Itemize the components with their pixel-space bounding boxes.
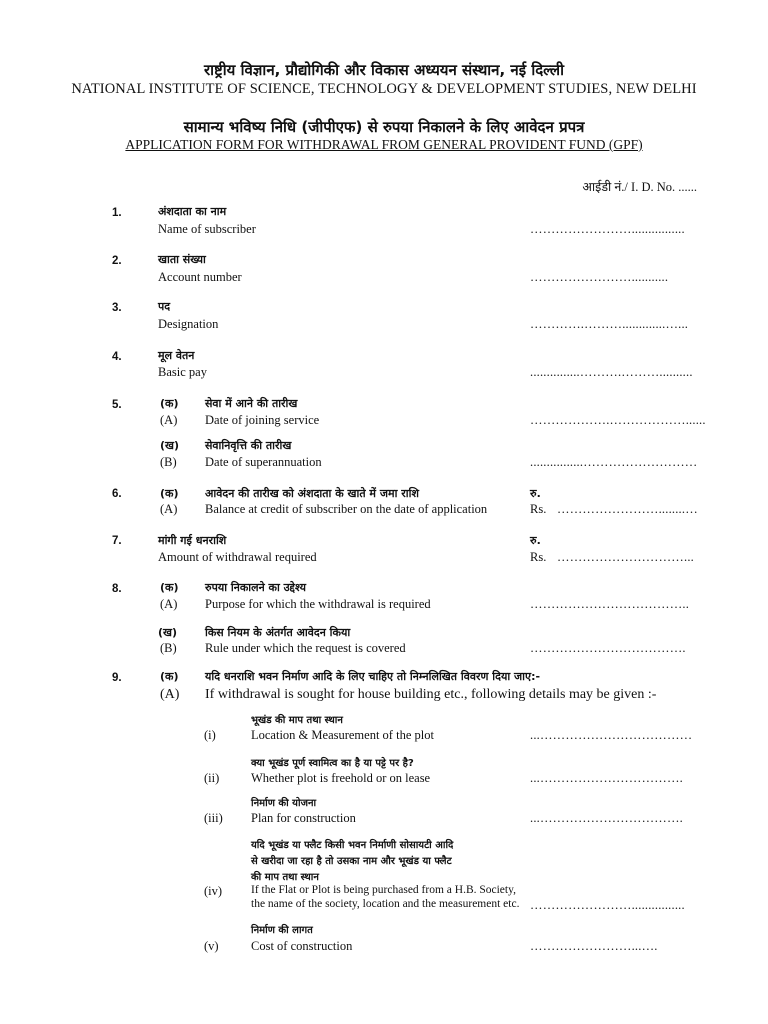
item-number: 3. xyxy=(112,302,122,314)
basic-pay-field[interactable]: ...............……….……….......... xyxy=(530,365,693,379)
hindi-sub-marker: (क) xyxy=(160,670,179,683)
hindi-label-society-purchase-line2: से खरीदा जा रहा है तो उसका नाम और भूखंड या फ्लैट xyxy=(251,856,452,867)
label-subscriber-name: Name of subscriber xyxy=(158,222,256,236)
sub-marker: (A) xyxy=(160,597,178,611)
item-number: 2. xyxy=(112,255,122,267)
item-number: 7. xyxy=(112,535,122,547)
label-superannuation-date: Date of superannuation xyxy=(205,455,322,469)
superannuation-date-field[interactable]: ................……………………… xyxy=(530,455,698,469)
construction-plan-field[interactable]: ...……………………………. xyxy=(530,811,683,825)
hindi-label-designation: पद xyxy=(158,300,171,313)
sub-marker: (A) xyxy=(160,502,178,516)
hindi-label-account-number: खाता संख्या xyxy=(158,253,206,266)
hindi-form-title: सामान्य भविष्य निधि (जीपीएफ) से रुपया निकालने के लिए आवेदन प्रपत्र xyxy=(183,118,585,136)
subscriber-name-field[interactable]: ……………………................ xyxy=(530,222,685,236)
sub-marker: (iv) xyxy=(204,884,223,898)
label-joining-date: Date of joining service xyxy=(205,413,320,427)
house-building-instruction: If withdrawal is sought for house building etc., following details may be given :- xyxy=(205,687,657,702)
hindi-label-plot-tenure: क्या भूखंड पूर्ण स्वामित्व का है या पट्टे पर है? xyxy=(251,758,414,769)
rule-field[interactable]: ………………………………. xyxy=(530,641,686,655)
hindi-label-superannuation-date: सेवानिवृत्ति की तारीख xyxy=(205,439,292,452)
label-plot-location: Location & Measurement of the plot xyxy=(251,728,434,742)
hindi-label-construction-cost: निर्माण की लागत xyxy=(251,925,313,936)
label-designation: Designation xyxy=(158,317,219,331)
label-balance: Balance at credit of subscriber on the date of application xyxy=(205,502,488,516)
withdrawal-amount-field[interactable]: …………………………... xyxy=(557,550,694,564)
hindi-sub-marker: (क) xyxy=(160,487,179,500)
item-number: 4. xyxy=(112,351,122,363)
label-construction-plan: Plan for construction xyxy=(251,811,356,825)
label-rule: Rule under which the request is covered xyxy=(205,641,406,655)
sub-marker: (B) xyxy=(160,455,177,469)
hindi-currency-label: रु. xyxy=(530,487,541,500)
id-number-field[interactable]: आईडी नं./ I. D. No. ...... xyxy=(582,180,697,194)
hindi-label-society-purchase-line3: की माप तथा स्थान xyxy=(251,872,319,883)
joining-date-field[interactable]: ……………….………………...... xyxy=(530,413,706,427)
sub-marker: (A) xyxy=(160,687,180,702)
hindi-label-society-purchase-line1: यदि भूखंड या फ्लैट किसी भवन निर्माणी सोसायटी आदि xyxy=(251,840,454,851)
hindi-house-building-instruction: यदि धनराशि भवन निर्माण आदि के लिए चाहिए तो निम्नलिखित विवरण दिया जाए:- xyxy=(205,670,541,683)
item-number: 8. xyxy=(112,583,122,595)
english-institute-name: NATIONAL INSTITUTE OF SCIENCE, TECHNOLOGY & DEVELOPMENT STUDIES, NEW DELHI xyxy=(71,81,697,97)
hindi-label-construction-plan: निर्माण की योजना xyxy=(251,798,317,809)
item-number: 9. xyxy=(112,672,122,684)
hindi-sub-marker: (क) xyxy=(160,397,179,410)
balance-field[interactable]: ……………………........… xyxy=(557,502,698,516)
sub-marker: (i) xyxy=(204,728,216,742)
currency-label: Rs. xyxy=(530,550,547,564)
hindi-label-joining-date: सेवा में आने की तारीख xyxy=(205,397,298,410)
sub-marker: (v) xyxy=(204,939,219,953)
hindi-institute-name: राष्ट्रीय विज्ञान, प्रौद्योगिकी और विकास अध्ययन संस्थान, नई दिल्ली xyxy=(204,61,564,79)
designation-field[interactable]: ………….……….............…... xyxy=(530,317,689,331)
label-account-number: Account number xyxy=(158,270,242,284)
currency-label: Rs. xyxy=(530,502,547,516)
plot-tenure-field[interactable]: ...……………………………. xyxy=(530,771,683,785)
construction-cost-field[interactable]: ……………………...…. xyxy=(530,939,658,953)
hindi-label-withdrawal-amount: मांगी गई धनराशि xyxy=(158,534,227,547)
hindi-label-basic-pay: मूल वेतन xyxy=(158,349,195,362)
plot-location-field[interactable]: ...……………………………… xyxy=(530,728,693,742)
account-number-field[interactable]: ……………………........... xyxy=(530,270,669,284)
hindi-label-rule: किस नियम के अंतर्गत आवेदन किया xyxy=(205,626,351,639)
item-number: 1. xyxy=(112,207,122,219)
label-basic-pay: Basic pay xyxy=(158,365,207,379)
hindi-sub-marker: (ख) xyxy=(160,439,180,452)
label-construction-cost: Cost of construction xyxy=(251,939,353,953)
sub-marker: (ii) xyxy=(204,771,220,785)
sub-marker: (iii) xyxy=(204,811,223,825)
item-number: 6. xyxy=(112,488,122,500)
label-purpose: Purpose for which the withdrawal is required xyxy=(205,597,431,611)
hindi-label-balance: आवेदन की तारीख को अंशदाता के खाते में जमा राशि xyxy=(205,487,419,500)
item-number: 5. xyxy=(112,399,122,411)
hindi-currency-label: रु. xyxy=(530,534,541,547)
sub-marker: (A) xyxy=(160,413,178,427)
hindi-label-subscriber-name: अंशदाता का नाम xyxy=(158,205,227,218)
label-withdrawal-amount: Amount of withdrawal required xyxy=(158,550,317,564)
english-form-title: APPLICATION FORM FOR WITHDRAWAL FROM GENERAL PROVIDENT FUND (GPF) xyxy=(125,137,643,152)
sub-marker: (B) xyxy=(160,641,177,655)
hindi-sub-marker: (ख) xyxy=(158,626,178,639)
label-plot-tenure: Whether plot is freehold or on lease xyxy=(251,771,431,785)
hindi-label-purpose: रुपया निकालने का उद्देश्य xyxy=(205,581,307,594)
society-purchase-field[interactable]: ……………………................ xyxy=(530,898,685,912)
label-society-purchase-line2: the name of the society, location and the measurement etc. xyxy=(251,898,520,910)
hindi-label-plot-location: भूखंड की माप तथा स्थान xyxy=(251,715,343,726)
hindi-sub-marker: (क) xyxy=(160,581,179,594)
label-society-purchase-line1: If the Flat or Plot is being purchased from a H.B. Society, xyxy=(251,884,516,896)
purpose-field[interactable]: ……………………………….. xyxy=(530,597,690,611)
